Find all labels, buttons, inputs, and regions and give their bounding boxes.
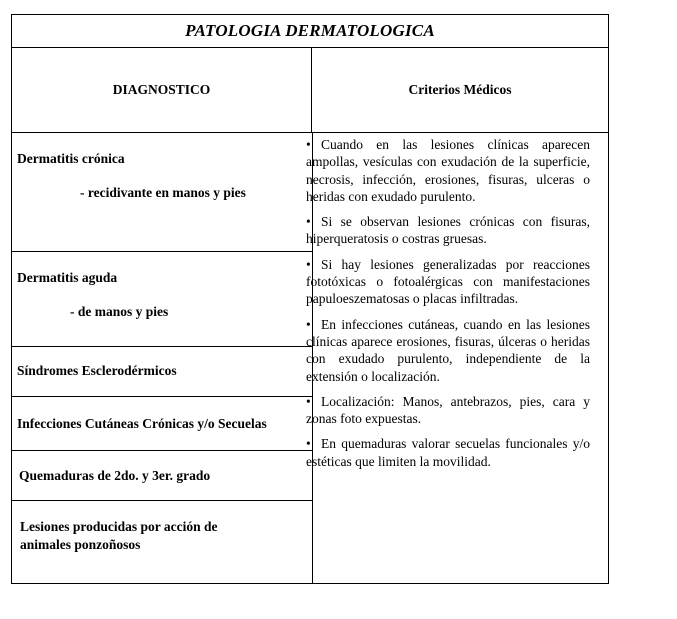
diagnosis-row-quemaduras <box>12 451 312 501</box>
table-title: PATOLOGIA DERMATOLOGICA <box>12 15 608 48</box>
criteria-item: • En quemaduras valorar secuelas funcionales y/o estéticas que limiten la movilidad. <box>306 436 590 469</box>
diagnosis-label: Infecciones Cutáneas Crónicas y/o Secuelas <box>17 416 267 431</box>
diagnosis-label: Lesiones producidas por acción de <box>20 519 218 534</box>
diagnosis-row-sindromes <box>12 347 312 397</box>
diagnosis-row-dermatitis-aguda <box>12 252 312 347</box>
diagnosis-sublabel: - de manos y pies <box>70 304 169 319</box>
diagnosis-label: Dermatitis aguda <box>17 270 118 285</box>
bullet-icon: • <box>306 316 311 332</box>
diagnosis-label: Síndromes Esclerodérmicos <box>17 363 177 378</box>
criteria-item: • En infecciones cutáneas, cuando en las lesiones clínicas aparece erosiones, fisuras, úlceras o heridas con exudado purulento, independiente de la extensión o localización. <box>306 316 590 384</box>
diagnosis-row-dermatitis-cronica <box>12 133 312 252</box>
diagnosis-sublabel: - recidivante en manos y pies <box>80 185 246 200</box>
bullet-icon: • <box>306 214 311 230</box>
diagnosis-label: Dermatitis crónica <box>17 151 125 166</box>
diagnosis-row-lesiones <box>12 501 312 583</box>
criteria-item: • Si se observan lesiones crónicas con fisuras, hiperqueratosis o costras gruesas. <box>306 214 590 247</box>
header-criterios: Criterios Médicos <box>312 48 608 133</box>
criteria-item: • Si hay lesiones generalizadas por reacciones fototóxicas o fotoalérgicas con manifestaciones papuloeszematosas o placas infiltradas. <box>306 256 590 307</box>
bullet-icon: • <box>306 436 311 452</box>
header-diagnostico: DIAGNOSTICO <box>12 48 312 133</box>
diagnosis-row-infecciones <box>12 397 312 451</box>
bullet-icon: • <box>306 137 311 152</box>
criteria-item: • Cuando en las lesiones clínicas aparecen ampollas, vesículas con exudación de la superficie, necrosis, infección, erosiones, fisuras, ulceras o heridas con exudado purulento. <box>306 137 590 204</box>
criteria-item: • Localización: Manos, antebrazos, pies, cara y zonas foto expuestas. <box>306 393 590 427</box>
bullet-icon: • <box>306 256 311 272</box>
diagnosis-label: Quemaduras de 2do. y 3er. grado <box>19 468 211 483</box>
criteria-list <box>306 136 590 478</box>
bullet-icon: • <box>306 393 311 409</box>
diagnosis-sublabel: animales ponzoñosos <box>20 537 141 552</box>
